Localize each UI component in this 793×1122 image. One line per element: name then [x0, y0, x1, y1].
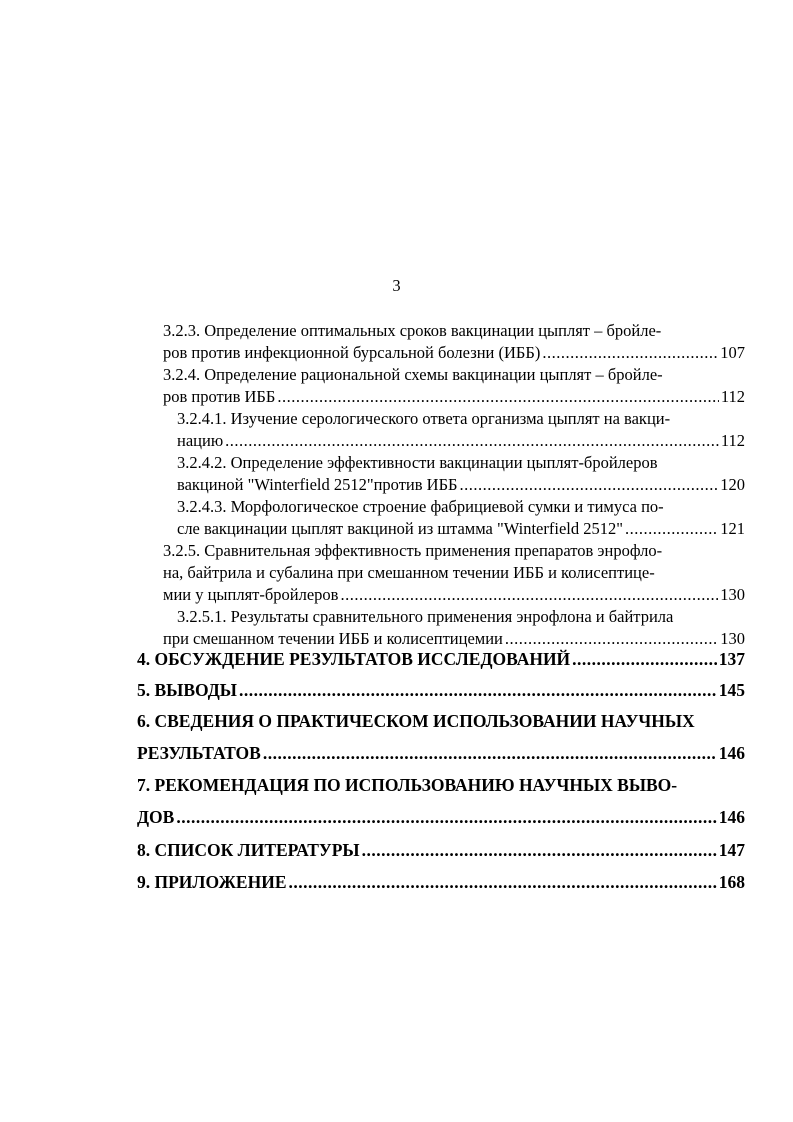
toc-page-number: 121 [720, 519, 745, 538]
toc-entry-3-2-4-2 [177, 475, 745, 495]
toc-entry-8 [137, 840, 745, 860]
leader-dots [505, 629, 718, 649]
toc-entry-text: нацию [177, 431, 224, 450]
toc-page-number: 130 [720, 629, 745, 648]
toc-entry-3-2-5-1-line-1: 3.2.5.1. Результаты сравнительного применения энрофлона и байтрила [177, 607, 674, 626]
toc-entry-text: при смешанном течении ИББ и колисептицемии [163, 629, 503, 648]
toc-entry-9 [137, 872, 745, 892]
toc-page-number: 147 [718, 840, 745, 860]
toc-entry-3-2-4-1 [177, 431, 745, 451]
toc-page-number: 107 [720, 343, 745, 362]
toc-entry-3-2-4-2-line-1: 3.2.4.2. Определение эффективности вакцинации цыплят-бройлеров [177, 453, 658, 472]
toc-entry-text: РЕЗУЛЬТАТОВ [137, 743, 261, 763]
leader-dots [625, 519, 718, 539]
toc-entry-text: 4. ОБСУЖДЕНИЕ РЕЗУЛЬТАТОВ ИССЛЕДОВАНИЙ [137, 649, 571, 669]
toc-entry-3-2-5 [163, 585, 745, 605]
page-number: 3 [392, 276, 401, 295]
leader-dots [176, 807, 716, 827]
toc-entry-3-2-4-3-line-1: 3.2.4.3. Морфологическое строение фабрициевой сумки и тимуса по- [177, 497, 664, 516]
toc-page-number: 146 [718, 807, 745, 827]
toc-entry-text: ров против инфекционной бурсальной болезни (ИББ) [163, 343, 541, 362]
toc-entry-text: мии у цыплят-бройлеров [163, 585, 339, 604]
toc-entry-3-2-5-line-1: 3.2.5. Сравнительная эффективность применения препаратов энрофло- [163, 541, 663, 560]
toc-page-number: 145 [718, 680, 745, 700]
toc-entry-6-line-1: 6. СВЕДЕНИЯ О ПРАКТИЧЕСКОМ ИСПОЛЬЗОВАНИИ НАУЧНЫХ [137, 711, 695, 731]
toc-entry-3-2-4-line-1: 3.2.4. Определение рациональной схемы вакцинации цыплят – бройле- [163, 365, 663, 384]
toc-entry-5 [137, 680, 745, 700]
toc-entry-text: ДОВ [137, 807, 175, 827]
toc-entry-text: сле вакцинации цыплят вакциной из штамма "Winterfield 2512" [177, 519, 623, 538]
toc-entry-3-2-5-1 [163, 629, 745, 649]
toc-entry-3-2-4-3 [177, 519, 745, 539]
leader-dots [289, 872, 717, 892]
toc-entry-7 [137, 807, 745, 827]
toc-entry-4 [137, 649, 745, 669]
toc-page-number: 146 [718, 743, 745, 763]
toc-page-number: 130 [720, 585, 745, 604]
toc-page-number: 168 [718, 872, 745, 892]
leader-dots [460, 475, 719, 495]
toc-entry-3-2-3 [163, 343, 745, 363]
toc-entry-3-2-5-line-2: на, байтрила и субалина при смешанном течении ИББ и колисептице- [163, 563, 655, 582]
leader-dots [340, 585, 718, 605]
leader-dots [277, 387, 719, 407]
toc-entry-text: 9. ПРИЛОЖЕНИЕ [137, 872, 287, 892]
toc-entry-text: 5. ВЫВОДЫ [137, 680, 237, 700]
toc-page-number: 112 [720, 431, 745, 450]
toc-entry-text: 8. СПИСОК ЛИТЕРАТУРЫ [137, 840, 360, 860]
toc-entry-3-2-3-line-1: 3.2.3. Определение оптимальных сроков вакцинации цыплят – бройле- [163, 321, 662, 340]
leader-dots [239, 680, 717, 700]
leader-dots [263, 743, 717, 763]
toc-page-number: 120 [720, 475, 745, 494]
toc-entry-3-2-4-1-line-1: 3.2.4.1. Изучение серологического ответа организма цыплят на вакци- [177, 409, 671, 428]
toc-entry-text: вакциной "Winterfield 2512"против ИББ [177, 475, 458, 494]
leader-dots [542, 343, 718, 363]
leader-dots [362, 840, 717, 860]
toc-page-number: 137 [718, 649, 745, 669]
leader-dots [225, 431, 719, 451]
leader-dots [572, 649, 717, 669]
toc-entry-6 [137, 743, 745, 763]
toc-entry-3-2-4 [163, 387, 745, 407]
toc-entry-text: ров против ИББ [163, 387, 276, 406]
toc-entry-7-line-1: 7. РЕКОМЕНДАЦИЯ ПО ИСПОЛЬЗОВАНИЮ НАУЧНЫХ ВЫВО- [137, 775, 678, 795]
toc-page-number: 112 [720, 387, 745, 406]
